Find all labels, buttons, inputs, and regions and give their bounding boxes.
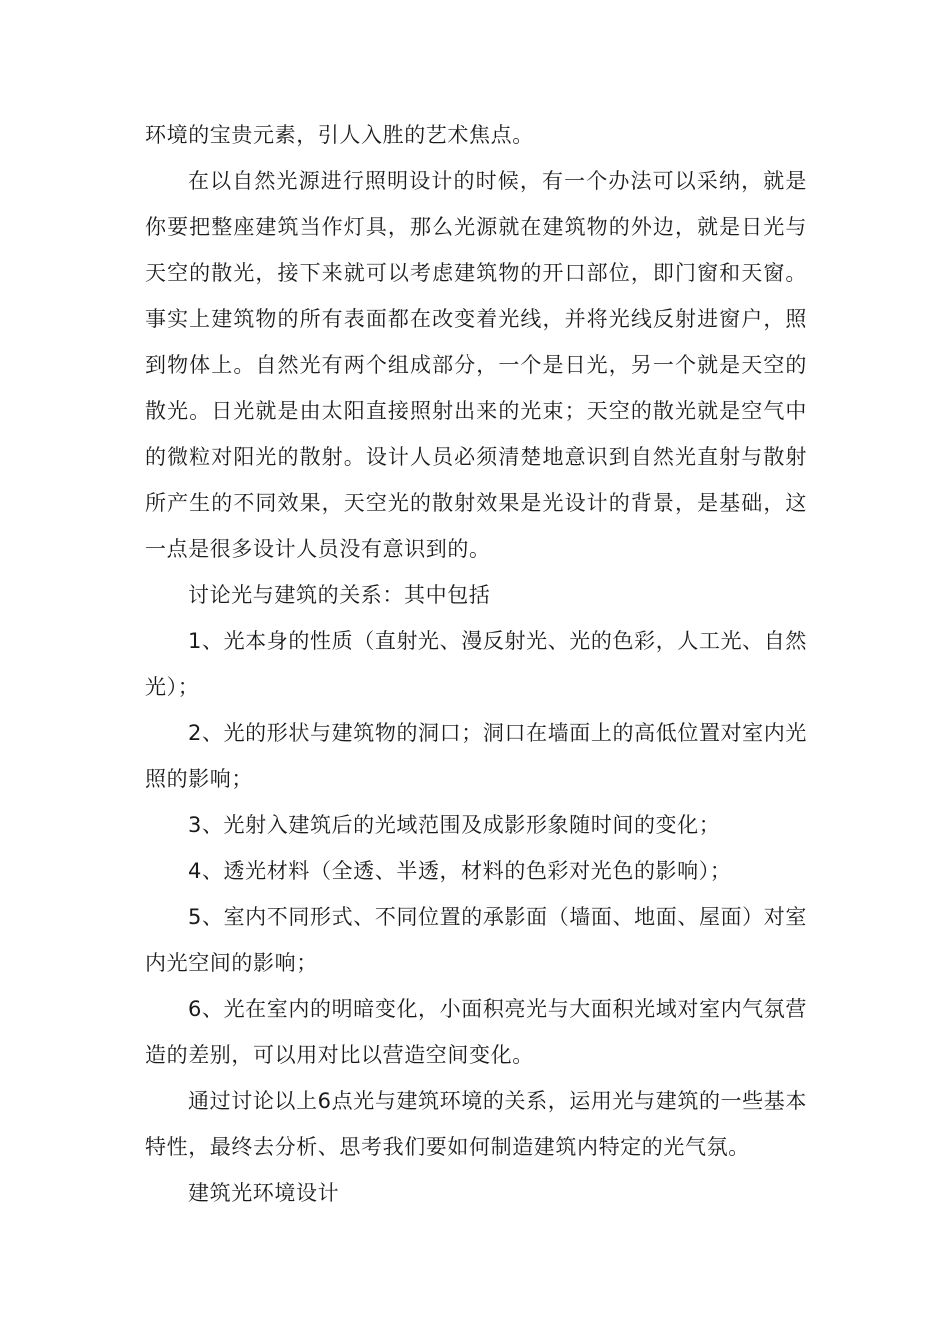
section-heading: 建筑光环境设计 <box>188 1181 340 1205</box>
list-item-2: 2、光的形状与建筑物的洞口；洞口在墙面上的高低位置对室内光照的影响； <box>145 721 807 791</box>
list-item-6: 6、光在室内的明暗变化，小面积亮光与大面积光域对室内气氛营造的差别，可以用对比以营造空间变化。 <box>145 997 807 1067</box>
list-item-5: 5、室内不同形式、不同位置的承影面（墙面、地面、屋面）对室内光空间的影响； <box>145 905 807 975</box>
paragraph-discussion-intro: 讨论光与建筑的关系：其中包括 <box>188 583 491 607</box>
paragraph-natural-light: 在以自然光源进行照明设计的时候，有一个办法可以采纳，就是你要把整座建筑当作灯具，那么光源就在建筑物的外边，就是日光与天空的散光，接下来就可以考虑建筑物的开口部位，即门窗和天窗。事实上建筑物的所有表面都在改变着光线，并将光线反射进窗户，照到物体上。自然光有两个组成部分，一个是日光，另一个就是天空的散光。日光就是由太阳直接照射出来的光束；天空的散光就是空气中的微粒对阳光的散射。设计人员必须清楚地意识到自然光直射与散射所产生的不同效果，天空光的散射效果是光设计的背景，是基础，这一点是很多设计人员没有意识到的。 <box>145 169 807 561</box>
list-item-4: 4、透光材料（全透、半透，材料的色彩对光色的影响）； <box>188 859 732 883</box>
list-item-1: 1、光本身的性质（直射光、漫反射光、光的色彩，人工光、自然光）； <box>145 629 807 699</box>
list-item-3: 3、光射入建筑后的光域范围及成影形象随时间的变化； <box>188 813 721 837</box>
paragraph-conclusion: 通过讨论以上6点光与建筑环境的关系，运用光与建筑的一些基本特性，最终去分析、思考我们要如何制造建筑内特定的光气氛。 <box>145 1089 807 1159</box>
document-body <box>145 112 807 1216</box>
paragraph-continuation: 环境的宝贵元素，引人入胜的艺术焦点。 <box>145 123 534 147</box>
